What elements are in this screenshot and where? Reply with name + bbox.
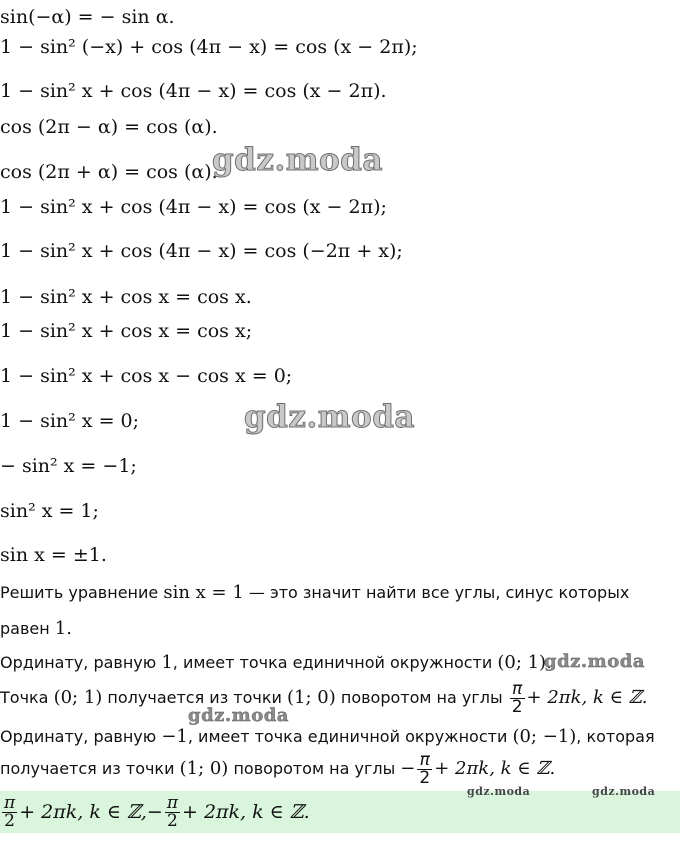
fraction-numerator: π (417, 752, 432, 770)
watermark-logo: gdz.moda (592, 785, 656, 798)
prose-line (0, 618, 72, 640)
answer-text: − (146, 801, 163, 823)
watermark-logo: gdz.moda (544, 651, 645, 672)
prose-text: поворотом на углы (340, 688, 503, 707)
math-line: 1 − sin² (−x) + cos (4π − x) = cos (x − 2π); (0, 36, 418, 58)
prose-text: Ординату, равную (0, 653, 157, 672)
fraction-denominator: 2 (166, 810, 178, 831)
watermark-logo: gdz.moda (212, 142, 383, 178)
fraction-numerator: π (4, 792, 16, 813)
inline-math: (0; −1) (512, 726, 577, 747)
prose-text: Точка (0, 688, 49, 707)
math-line: sin² x = 1; (0, 500, 99, 522)
prose-text: — это значит найти все углы, синус которых (248, 583, 630, 602)
math-line: 1 − sin² x + cos x = cos x; (0, 320, 253, 342)
watermark-logo: gdz.moda (467, 785, 531, 798)
fraction-denominator: 2 (4, 810, 15, 831)
watermark-logo: gdz.moda (188, 705, 289, 726)
inline-math: (1; 0) (179, 758, 229, 779)
prose-text: Решить уравнение (0, 583, 159, 602)
prose-line (0, 582, 629, 604)
inline-math: + 2πk, k ∈ ℤ. (434, 758, 556, 779)
prose-text: Ординату, равную (0, 727, 157, 746)
math-line: sin(−α) = − sin α. (0, 6, 175, 28)
math-line: 1 − sin² x + cos x − cos x = 0; (0, 365, 293, 387)
math-line: 1 − sin² x + cos (4π − x) = cos (x − 2π); (0, 196, 387, 218)
inline-math: sin x = 1 (163, 582, 244, 603)
fraction-denominator: 2 (511, 697, 523, 717)
prose-text: , имеет точка единичной окружности (172, 653, 493, 672)
prose-text: , которая (576, 727, 655, 746)
answer-box (0, 791, 680, 833)
answer-line (0, 791, 310, 833)
prose-text: получается из точки (0, 759, 175, 778)
math-line: 1 − sin² x + cos (4π − x) = cos (x − 2π). (0, 80, 387, 102)
inline-math: + 2πk, k ∈ ℤ. (526, 687, 648, 708)
inline-math: − (400, 758, 416, 779)
prose-line (0, 680, 648, 716)
inline-math: (0; 1) (53, 687, 103, 708)
inline-math: 1. (54, 618, 72, 639)
math-line: cos (2π − α) = cos (α). (0, 116, 218, 138)
fraction (165, 792, 180, 831)
inline-math: 1 (161, 652, 173, 673)
answer-text: + 2πk, k ∈ ℤ. (182, 801, 310, 823)
math-line: 1 − sin² x + cos (4π − x) = cos (−2π + x); (0, 240, 403, 262)
math-line: − sin² x = −1; (0, 455, 137, 477)
inline-math: (1; 0) (287, 687, 336, 708)
math-line: sin x = ±1. (0, 544, 107, 566)
math-line: 1 − sin² x = 0; (0, 410, 140, 432)
math-line: 1 − sin² x + cos x = cos x. (0, 286, 252, 308)
prose-line (0, 726, 655, 748)
prose-text: поворотом на углы (233, 759, 396, 778)
fraction-denominator: 2 (419, 768, 431, 788)
prose-text: , имеет точка единичной окружности (187, 727, 508, 746)
fraction (2, 792, 17, 831)
answer-text: + 2πk, k ∈ ℤ, (19, 801, 147, 823)
prose-text: равен (0, 619, 50, 638)
inline-math: (0; 1). (497, 652, 552, 673)
prose-line (0, 750, 555, 788)
fraction-numerator: π (510, 681, 525, 699)
watermark-logo: gdz.moda (244, 399, 415, 435)
fraction (510, 681, 525, 716)
inline-math: −1 (161, 726, 188, 747)
prose-line (0, 652, 552, 674)
math-line: cos (2π + α) = cos (α). (0, 161, 218, 183)
prose-text: получается из точки (107, 688, 282, 707)
fraction (417, 752, 432, 787)
fraction-numerator: π (166, 792, 178, 813)
